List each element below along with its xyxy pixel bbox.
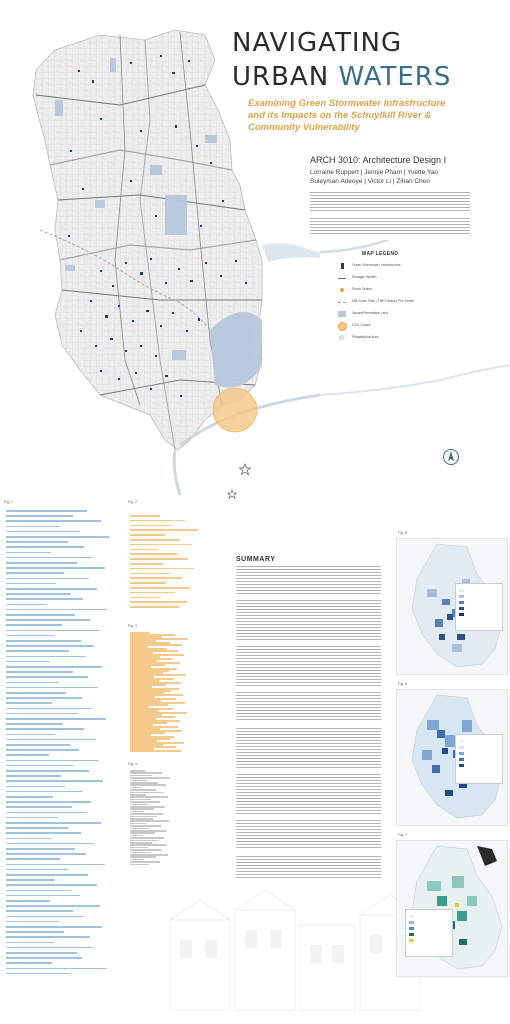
- bar: [130, 842, 152, 844]
- bar: [6, 879, 55, 881]
- fig3-bar-chart: [130, 632, 230, 757]
- bar: [6, 604, 47, 606]
- bar: [6, 531, 80, 533]
- bar: [130, 784, 166, 786]
- bar: [6, 770, 89, 772]
- bar: [6, 942, 54, 944]
- bar: [130, 787, 142, 789]
- bar: [130, 813, 163, 815]
- bar: [6, 838, 51, 840]
- bar: [6, 968, 107, 970]
- bar: [6, 754, 49, 756]
- bar: [6, 515, 73, 517]
- bar: [6, 749, 79, 751]
- fig2-label: Fig. 2: [128, 500, 137, 504]
- bar: [6, 630, 100, 632]
- fig1-label: Fig. 1: [4, 500, 13, 504]
- bar: [6, 848, 75, 850]
- bar: [130, 606, 179, 608]
- bar: [6, 635, 54, 637]
- bar: [6, 791, 83, 793]
- bar: [6, 806, 72, 808]
- legend-label: Mill Creek Path | 19th Century Pre-Sewer: [352, 299, 415, 303]
- bar: [6, 947, 93, 949]
- bar: [6, 692, 66, 694]
- bar: [130, 816, 157, 818]
- bar: [6, 801, 91, 803]
- bar: [6, 578, 89, 580]
- fig5-label: Fig. 5: [398, 531, 407, 535]
- fig3-label: Fig. 3: [128, 624, 137, 628]
- bar: [130, 794, 146, 796]
- bar: [6, 546, 84, 548]
- fig7-label: Fig. 7: [398, 833, 407, 837]
- bar: [6, 822, 101, 824]
- author-list: [310, 168, 438, 186]
- bar: [130, 549, 158, 551]
- fig5-legend: [455, 583, 503, 631]
- bar: [130, 582, 166, 584]
- bar: [130, 823, 147, 825]
- legend-swatch: [338, 311, 346, 317]
- bar: [6, 843, 94, 845]
- bar: [6, 910, 73, 912]
- bar: [130, 856, 156, 858]
- fig7-map: [396, 840, 508, 977]
- bar: [130, 573, 170, 575]
- bar: [130, 830, 166, 832]
- bar: [6, 661, 50, 663]
- bar: [130, 811, 144, 813]
- bar: [130, 844, 167, 846]
- bar: [6, 713, 78, 715]
- legend-swatch: [338, 322, 347, 331]
- bar: [6, 614, 75, 616]
- legend-label: CSO Output: [352, 323, 371, 327]
- bar: [6, 962, 52, 964]
- poster-title-line1: NAVIGATING: [232, 28, 403, 58]
- bar: [6, 780, 103, 782]
- bar: [130, 515, 160, 517]
- bar: [6, 796, 53, 798]
- fig5-map: [396, 538, 508, 675]
- bar: [6, 812, 87, 814]
- bar: [6, 832, 81, 834]
- bar: [130, 601, 187, 603]
- bar: [6, 583, 56, 585]
- bar: [6, 921, 59, 923]
- legend-swatch: [338, 278, 346, 279]
- bar: [6, 671, 73, 673]
- bar: [6, 926, 102, 928]
- philadelphia-star: [240, 464, 251, 475]
- legend-label: Vacant/Permeable Land: [352, 311, 389, 315]
- bar: [6, 526, 60, 528]
- bar: [6, 624, 62, 626]
- title-urban: URBAN: [232, 62, 339, 92]
- bar: [130, 832, 155, 834]
- bar: [130, 529, 198, 531]
- bar: [6, 593, 71, 595]
- bar: [6, 588, 97, 590]
- bar: [6, 786, 65, 788]
- bar: [130, 852, 151, 854]
- bar: [6, 952, 77, 954]
- fig4-bar-chart: [130, 770, 230, 870]
- fig6-map: [396, 689, 508, 826]
- bar: [130, 577, 182, 579]
- bar: [6, 562, 77, 564]
- bar: [130, 587, 190, 589]
- bar: [6, 869, 69, 871]
- bar: [6, 656, 86, 658]
- course-title: ARCH 3010: Architecture Design I: [310, 155, 447, 165]
- bar: [130, 789, 156, 791]
- summary-text-1: [236, 566, 381, 594]
- summary-text-3: [236, 646, 381, 686]
- bar: [6, 645, 94, 647]
- bar: [130, 782, 158, 784]
- bar: [6, 682, 59, 684]
- bar: [130, 750, 181, 752]
- river-extension: [320, 240, 510, 410]
- bar: [130, 770, 145, 772]
- bar: [6, 557, 93, 559]
- summary-heading: SUMMARY: [236, 556, 276, 563]
- bar: [6, 890, 71, 892]
- intro-paragraph-1: [310, 192, 470, 212]
- bar: [130, 799, 151, 801]
- bar: [6, 916, 84, 918]
- bar: [130, 592, 175, 594]
- summary-text-8: [236, 856, 381, 878]
- bar: [130, 780, 148, 782]
- fig1-bar-chart: [6, 510, 118, 980]
- bar: [130, 837, 164, 839]
- bar: [130, 825, 161, 827]
- summary-text-4: [236, 692, 381, 722]
- bar: [6, 567, 105, 569]
- bar: [130, 840, 159, 842]
- bar: [6, 520, 101, 522]
- bar: [6, 739, 96, 741]
- bar: [6, 676, 88, 678]
- legend-swatch: [338, 302, 346, 303]
- bar: [6, 864, 105, 866]
- poster-title-line2: [232, 62, 451, 92]
- bar: [130, 859, 144, 861]
- fig2-bar-chart: [130, 515, 230, 615]
- bar: [6, 598, 83, 600]
- bar: [6, 687, 98, 689]
- bar: [6, 775, 61, 777]
- legend-title: MAP LEGEND: [362, 251, 399, 257]
- bar: [130, 864, 149, 866]
- bar: [130, 820, 169, 822]
- legend-swatch: [340, 288, 344, 292]
- bar: [130, 808, 154, 810]
- bar: [130, 818, 153, 820]
- bar: [6, 734, 55, 736]
- summary-text-6: [236, 774, 381, 814]
- bar: [130, 847, 148, 849]
- bar: [6, 900, 50, 902]
- bar: [6, 702, 52, 704]
- poster-subtitle: Examining Green Stormwater Infrastructure and its Impacts on the Schuylkill River & Community Vulnerability: [248, 98, 446, 133]
- bar: [130, 849, 162, 851]
- bar: [6, 728, 84, 730]
- fig6-label: Fig. 6: [398, 682, 407, 686]
- summary-text-2: [236, 600, 381, 640]
- bar: [6, 510, 87, 512]
- legend-label: Philadelphia Area: [352, 335, 379, 339]
- bar: [6, 957, 82, 959]
- bar: [130, 520, 185, 522]
- bar: [130, 597, 161, 599]
- north-arrow-icon: [442, 448, 460, 466]
- bar: [130, 544, 192, 546]
- bar: [6, 666, 102, 668]
- bar: [130, 563, 163, 565]
- bar: [6, 931, 64, 933]
- bar: [130, 854, 168, 856]
- fig4-label: Fig. 4: [128, 762, 137, 766]
- bar: [6, 817, 58, 819]
- bar: [130, 558, 188, 560]
- bar: [6, 708, 92, 710]
- bar: [130, 534, 165, 536]
- bar: [6, 853, 86, 855]
- bar: [6, 884, 97, 886]
- bar: [130, 796, 168, 798]
- bar: [6, 640, 81, 642]
- summary-text-5: [236, 728, 381, 768]
- bar: [6, 858, 60, 860]
- bar: [6, 536, 109, 538]
- bar: [130, 772, 162, 774]
- bar: [130, 568, 194, 570]
- bar: [130, 553, 177, 555]
- intro-paragraph-2: [310, 218, 470, 234]
- bar: [6, 723, 63, 725]
- bar: [6, 765, 74, 767]
- bar: [6, 744, 70, 746]
- bar: [6, 718, 106, 720]
- bar: [6, 827, 68, 829]
- bar: [130, 801, 160, 803]
- legend-label: Sewage System: [352, 275, 377, 279]
- title-waters: WATERS: [338, 62, 452, 92]
- fig6-legend: [455, 734, 503, 784]
- bar: [130, 835, 143, 837]
- bar: [130, 525, 172, 527]
- authors-line-2: Suleyman Adeoye | Victor Li | Zihan Chen: [310, 178, 430, 185]
- bar: [130, 861, 160, 863]
- bar: [130, 806, 165, 808]
- bar: [6, 552, 51, 554]
- bar: [6, 936, 90, 938]
- bar: [6, 973, 70, 975]
- bar: [6, 874, 88, 876]
- bar: [130, 804, 149, 806]
- authors-line-1: Lorraine Ruppert | Jennie Pham | Yvette Yao: [310, 169, 439, 176]
- bar: [6, 572, 64, 574]
- legend-swatch: [341, 263, 344, 269]
- bar: [130, 775, 152, 777]
- bar: [6, 905, 100, 907]
- bar: [6, 619, 90, 621]
- bar: [6, 895, 80, 897]
- fig7-legend: [405, 909, 453, 957]
- bar: [130, 777, 170, 779]
- bar: [6, 541, 68, 543]
- bar: [6, 760, 99, 762]
- bar: [6, 697, 82, 699]
- schuylkill-river: [262, 243, 320, 262]
- bar: [130, 539, 180, 541]
- bar: [6, 650, 69, 652]
- summary-text-7: [236, 820, 381, 850]
- bar: [130, 792, 164, 794]
- legend-swatch: ☆: [338, 333, 346, 342]
- legend-label: Green Stormwater Infrastructure: [352, 263, 401, 267]
- cso-output-circle: [213, 388, 257, 432]
- bar: [130, 828, 150, 830]
- legend-label: Storm Drains: [352, 287, 372, 291]
- bar: [6, 609, 107, 611]
